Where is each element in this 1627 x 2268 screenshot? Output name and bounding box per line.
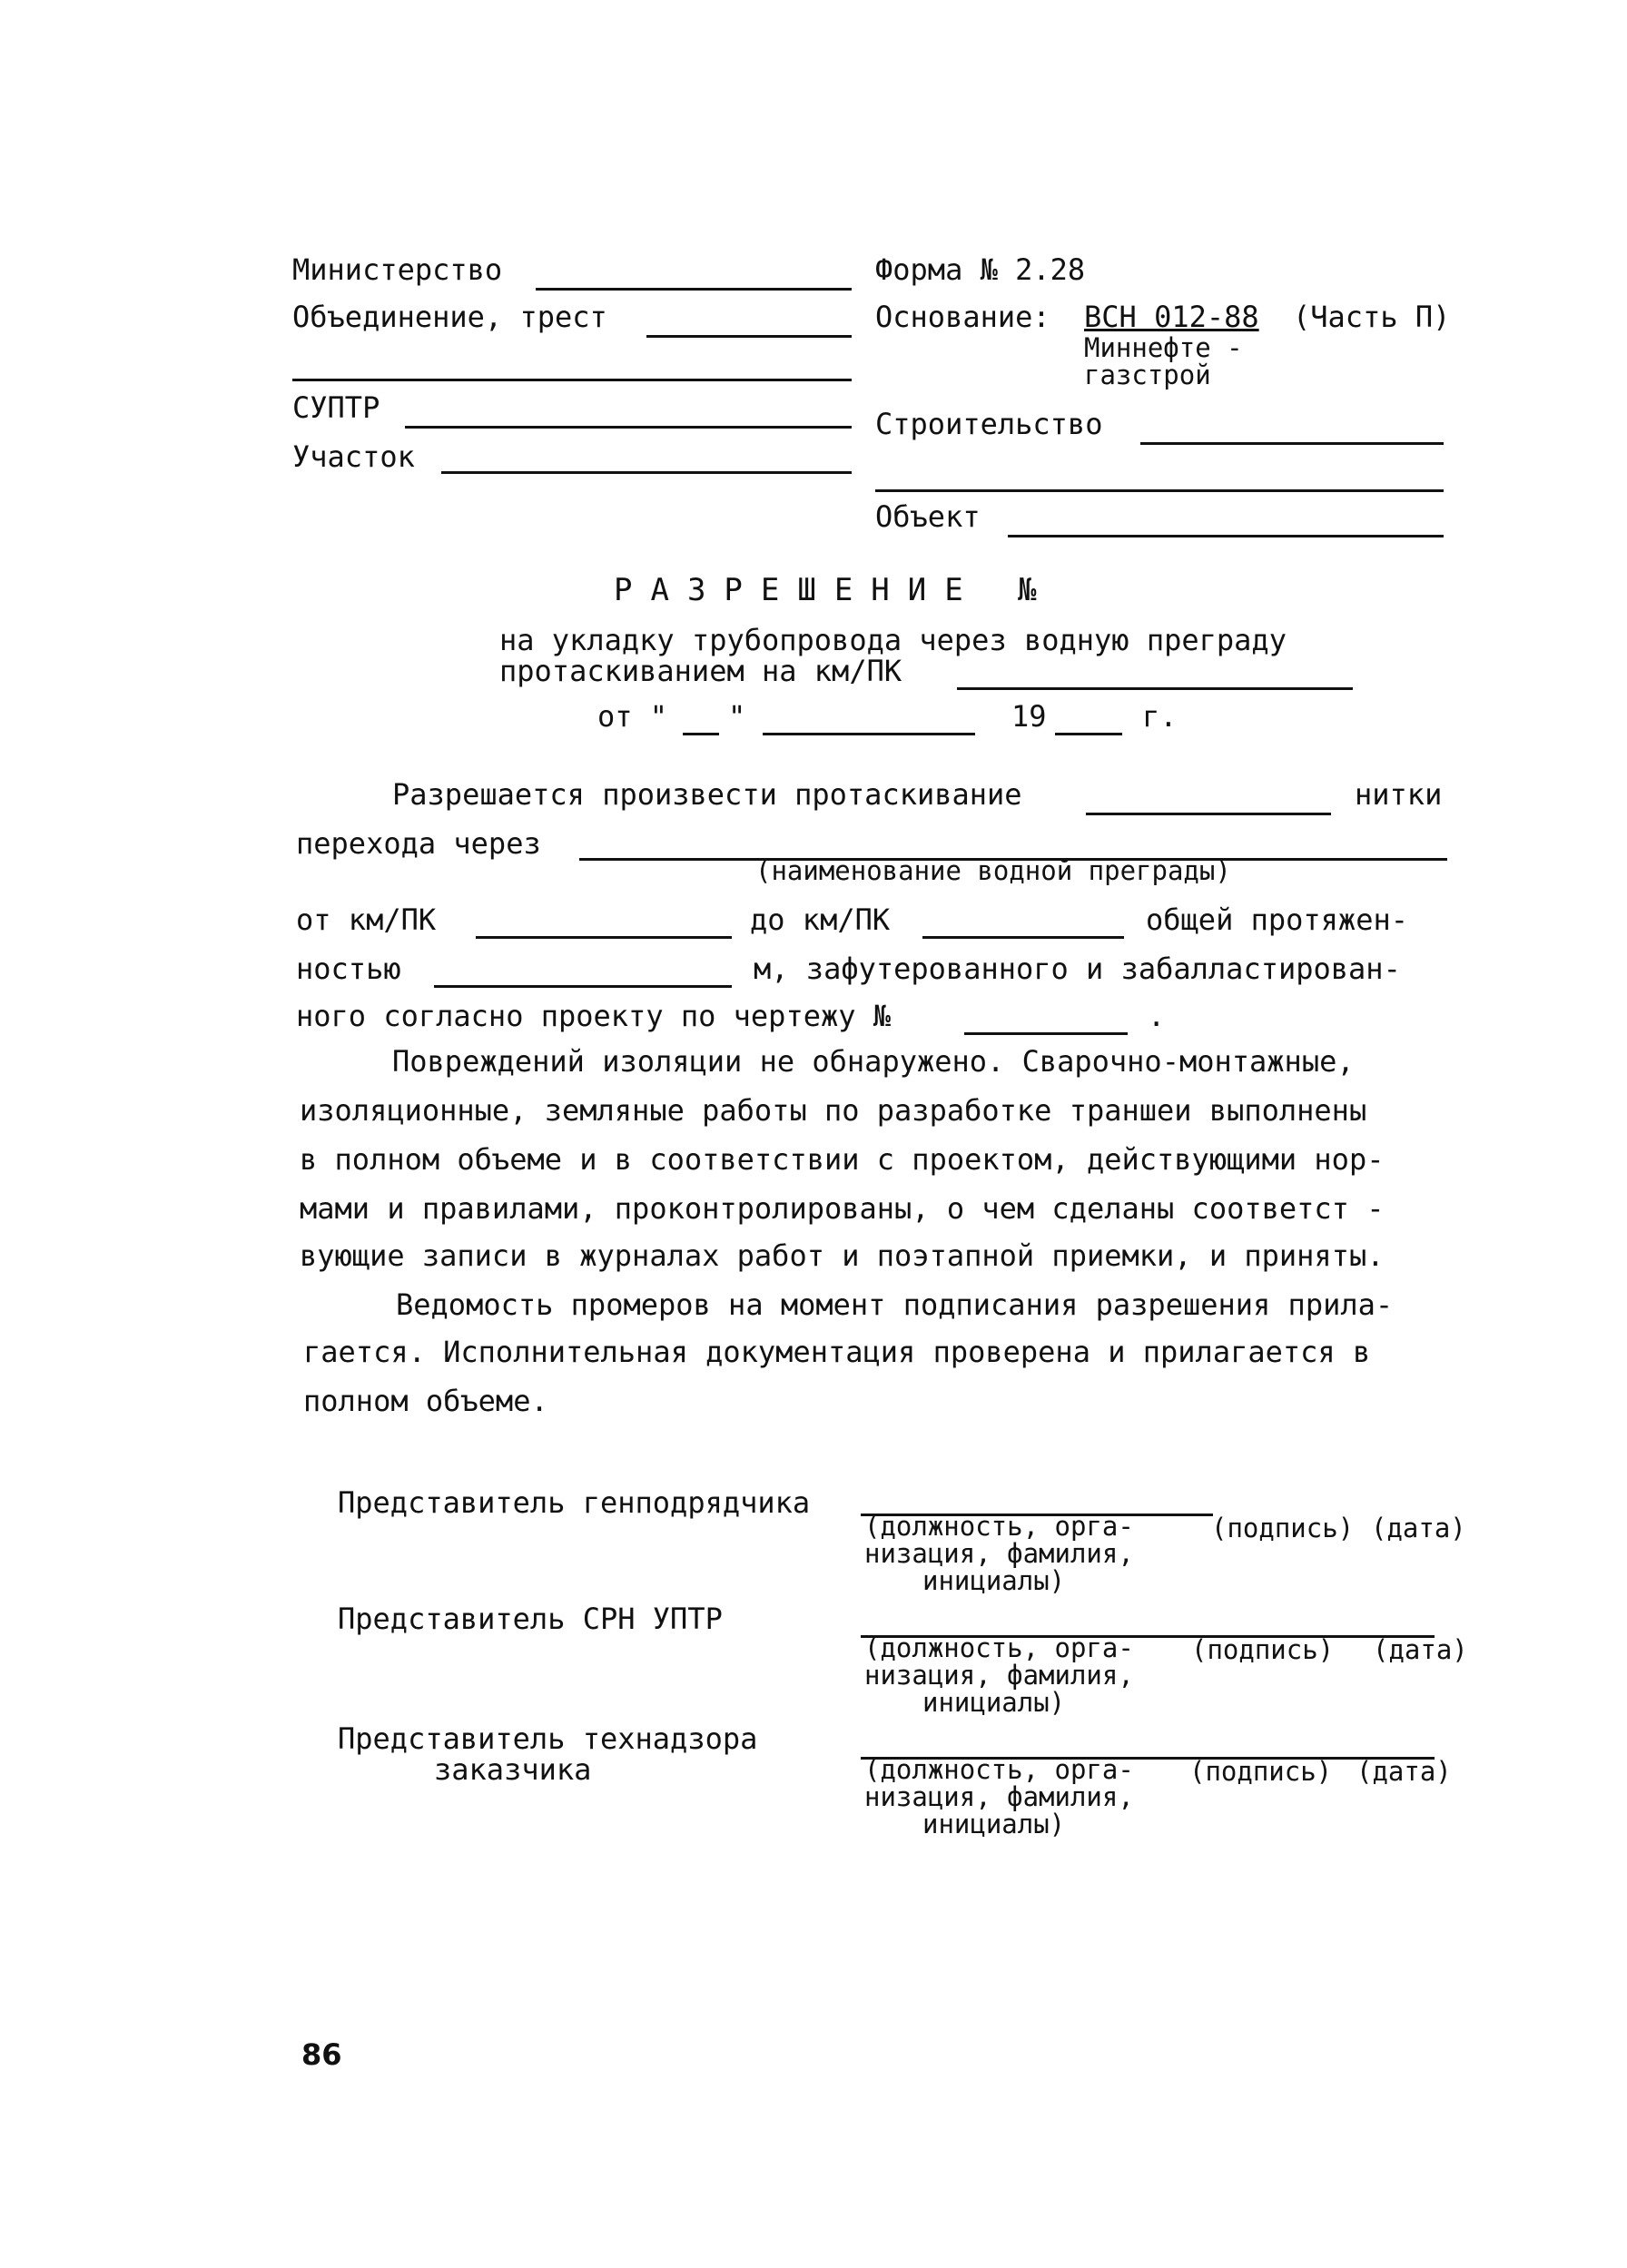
section-label: Участок — [292, 439, 415, 474]
ministry-blank — [536, 287, 852, 291]
p2-line1: Повреждений изоляции не обнаружено. Сварочно-монтажные, — [392, 1044, 1355, 1079]
signature-1-position-caption: (должность, орга- низация, фамилия, инициалы) — [864, 1511, 1134, 1596]
signature-2-date-caption: (дата) — [1373, 1634, 1468, 1665]
basis-label: Основание: — [875, 300, 1050, 334]
signature-1-date-caption: (дата) — [1371, 1513, 1466, 1543]
ministry-label: Министерство — [292, 252, 503, 287]
p2-line3: в полном объеме и в соответствии с проектом, действующими нор- — [300, 1142, 1385, 1177]
threads-blank — [1086, 812, 1331, 815]
p1-text-e: до км/ПК — [750, 902, 891, 937]
association-blank-2 — [292, 378, 852, 381]
p2-line4: мами и правилами, проконтролированы, о чем сделаны соответст - — [300, 1191, 1385, 1226]
date-quote: " — [728, 699, 746, 734]
basis-code: ВСН 012-88 — [1084, 300, 1259, 334]
form-number: Форма № 2.28 — [875, 252, 1086, 287]
basis-part: (Часть П) — [1293, 300, 1451, 334]
p1-text-f: общей протяжен- — [1146, 902, 1408, 937]
association-blank — [646, 334, 852, 338]
water-barrier-caption: (наименование водной преграды) — [755, 855, 1231, 886]
object-blank — [1008, 534, 1444, 537]
length-blank — [434, 984, 732, 988]
from-km-blank — [476, 935, 732, 939]
signature-3-label: Представитель технадзора — [338, 1721, 758, 1756]
date-from-label: от " — [597, 699, 668, 734]
basis-org-line1: Миннефте - — [1084, 332, 1243, 363]
section-blank — [441, 470, 852, 474]
signature-3-label-line2: заказчика — [434, 1752, 592, 1787]
signature-2-sign-caption: (подпись) — [1191, 1634, 1335, 1665]
drawing-number-blank — [964, 1031, 1128, 1035]
p1-text-i: ного согласно проекту по чертежу № — [296, 999, 892, 1033]
p1-text-g: ностью — [296, 952, 401, 986]
p1-text-c: перехода через — [296, 826, 541, 861]
km-pk-blank — [957, 686, 1353, 690]
association-label: Объединение, трест — [292, 300, 607, 334]
p3-line3: полном объеме. — [303, 1384, 548, 1418]
p2-line2: изоляционные, земляные работы по разработке траншеи выполнены — [300, 1093, 1367, 1128]
signature-3-position-caption: (должность, орга- низация, фамилия, инициалы) — [864, 1754, 1134, 1839]
construction-label: Строительство — [875, 407, 1103, 441]
date-month-blank — [763, 732, 975, 735]
object-label: Объект — [875, 499, 981, 534]
p3-line1: Ведомость промеров на момент подписания разрешения прила- — [396, 1287, 1394, 1322]
date-day-blank — [683, 732, 719, 735]
p2-line5: вующие записи в журналах работ и поэтапной приемки, и приняты. — [300, 1238, 1385, 1273]
signature-2-position-caption: (должность, орга- низация, фамилия, инициалы) — [864, 1632, 1134, 1718]
suptr-blank — [405, 425, 852, 429]
basis-org-line2: газстрой — [1084, 360, 1211, 390]
title-line1: на укладку трубопровода через водную преграду — [499, 623, 1287, 657]
p1-text-h: м, зафутерованного и забалластирован- — [754, 952, 1401, 986]
construction-blank-2 — [875, 488, 1444, 492]
p1-dot: . — [1148, 999, 1166, 1033]
construction-blank — [1140, 441, 1444, 445]
date-year-suffix: г. — [1142, 699, 1178, 734]
p3-line2: гается. Исполнительная документация проверена и прилагается в — [303, 1335, 1371, 1369]
signature-1-label: Представитель генподрядчика — [338, 1485, 811, 1520]
date-year-blank — [1055, 732, 1122, 735]
suptr-label: СУПТР — [292, 390, 380, 425]
document-title: РАЗРЕШЕНИЕ № — [614, 572, 1055, 608]
p1-text-d: от км/ПК — [296, 902, 437, 937]
signature-2-label: Представитель СРН УПТР — [338, 1602, 723, 1636]
p1-text-a: Разрешается произвести протаскивание — [392, 777, 1022, 812]
date-year-prefix: 19 — [1011, 699, 1047, 734]
p1-text-b: нитки — [1355, 777, 1443, 812]
page-number: 86 — [301, 2037, 342, 2072]
title-line2: протаскиванием на км/ПК — [499, 654, 902, 688]
signature-3-date-caption: (дата) — [1356, 1756, 1452, 1787]
signature-1-sign-caption: (подпись) — [1211, 1513, 1355, 1543]
to-km-blank — [922, 935, 1124, 939]
signature-3-sign-caption: (подпись) — [1189, 1756, 1333, 1787]
